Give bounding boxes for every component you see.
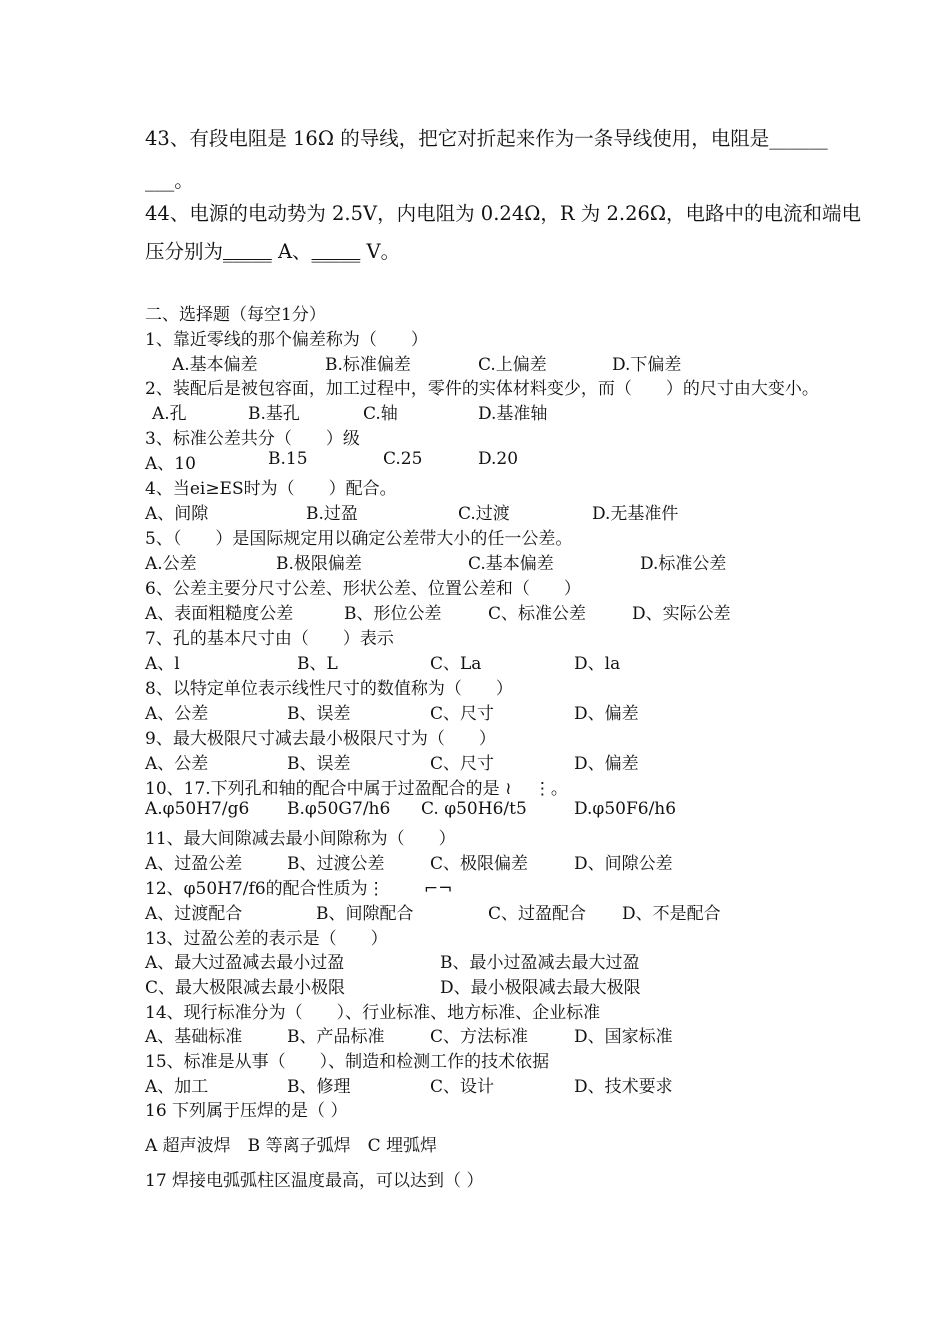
option: D、间隙公差 [574,854,673,874]
option: C、尺寸 [430,704,495,724]
option: D、不是配合 [622,904,721,924]
q44-suffix: V。 [360,240,401,263]
option: C、极限偏差 [430,854,529,874]
option: C.轴 [363,404,398,424]
question-17: 17 焊接电弧弧柱区温度最高，可以达到（ ） [145,1171,484,1191]
option: B、过渡公差 [287,854,385,874]
option: D、实际公差 [632,604,731,624]
q44-blank-current: _____ [223,240,272,263]
option: D.基准轴 [478,404,548,424]
option: B、间隙配合 [316,904,414,924]
option: B.基孔 [248,404,300,424]
option: D、偏差 [574,754,639,774]
option: C、过盈配合 [488,904,587,924]
option: B、产品标准 [287,1027,385,1047]
option: C、尺寸 [430,754,495,774]
question-7: 7、孔的基本尺寸由（ ）表示 [145,629,394,649]
question-8: 8、以特定单位表示线性尺寸的数值称为（ ） [145,679,513,699]
option: C、La [430,654,482,674]
option: A、公差 [145,704,209,724]
option: C.基本偏差 [468,554,554,574]
option: B.极限偏差 [276,554,362,574]
option: D.无基准件 [592,504,679,524]
option: A、表面粗糙度公差 [145,604,294,624]
q44-line2 [145,236,400,264]
question-13: 13、过盈公差的表示是（ ） [145,929,388,949]
option: C、标准公差 [488,604,587,624]
q44-prefix: 压分别为 [145,240,224,263]
option: B.过盈 [306,504,358,524]
option: D.φ50F6/h6 [574,799,677,819]
option: B、修理 [287,1077,351,1097]
option: C、方法标准 [430,1027,529,1047]
option: D、技术要求 [574,1077,673,1097]
option: D、最小极限减去最大极限 [440,978,641,998]
option: A、过盈公差 [145,854,243,874]
option: B.φ50G7/h6 [287,799,391,819]
option: D.标准公差 [640,554,727,574]
q43-line2: ___。 [145,169,194,192]
option: B、L [297,654,338,674]
question-9: 9、最大极限尺寸减去最小极限尺寸为（ ） [145,729,496,749]
option: D.下偏差 [612,355,682,375]
option: A、基础标准 [145,1027,243,1047]
option: A、加工 [145,1077,209,1097]
option: D、国家标准 [574,1027,673,1047]
q44-blank-voltage: _____ [311,240,361,263]
option: C.上偏差 [478,355,547,375]
option: C.过渡 [458,504,510,524]
question-10: 10、17.下列孔和轴的配合中属于过盈配合的是 ≀ ⋮。 [145,779,568,799]
option: B、最小过盈减去最大过盈 [440,953,640,973]
question-6: 6、公差主要分尺寸公差、形状公差、位置公差和（ ） [145,579,581,599]
q44-line1: 44、电源的电动势为 2.5V，内电阻为 0.24Ω，R 为 2.26Ω，电路中的电流和端电 [145,202,862,225]
question-14: 14、现行标准分为（ ）、行业标准、地方标准、企业标准 [145,1003,601,1023]
option: B、误差 [287,754,351,774]
option: B.15 [268,449,308,469]
option: C、设计 [430,1077,495,1097]
question-2: 2、装配后是被包容面，加工过程中，零件的实体材料变少，而（ ）的尺寸由大变小。 [145,379,819,399]
question-4: 4、当ei≥ES时为（ ）配合。 [145,479,397,499]
option: C、最大极限减去最小极限 [145,978,346,998]
option: C. φ50H6/t5 [421,799,527,819]
option: A、公差 [145,754,209,774]
q43-line1: 43、有段电阻是 16Ω 的导线，把它对折起来作为一条导线使用，电阻是______ [145,127,828,150]
options-16: A 超声波焊 B 等离子弧焊 C 埋弧焊 [145,1136,437,1156]
q44-mid: A、 [271,240,312,263]
option: A.孔 [152,404,187,424]
question-3: 3、标准公差共分（ ）级 [145,429,360,449]
option: B.标准偏差 [325,355,411,375]
option: D、偏差 [574,704,639,724]
question-5: 5、（ ）是国际规定用以确定公差带大小的任一公差。 [145,529,573,549]
question-15: 15、标准是从事（ ）、制造和检测工作的技术依据 [145,1052,550,1072]
option: A、过渡配合 [145,904,243,924]
option: D.20 [478,449,519,469]
option: A、最大过盈减去最小过盈 [145,953,345,973]
option: A.公差 [145,554,197,574]
option: B、形位公差 [344,604,442,624]
option: A、10 [145,454,196,474]
question-12: 12、φ50H7/f6的配合性质为⋮ ⌐¬ [145,879,453,899]
option: A、l [145,654,180,674]
option: B、误差 [287,704,351,724]
section-title: 二、选择题（每空1分） [145,305,326,325]
option: C.25 [383,449,423,469]
question-11: 11、最大间隙减去最小间隙称为（ ） [145,829,456,849]
question-16: 16 下列属于压焊的是（ ） [145,1101,348,1121]
question-1: 1、靠近零线的那个偏差称为（ ） [145,330,428,350]
option: A、间隙 [145,504,209,524]
option: D、la [574,654,621,674]
option: A.基本偏差 [172,355,258,375]
option: A.φ50H7/g6 [145,799,250,819]
